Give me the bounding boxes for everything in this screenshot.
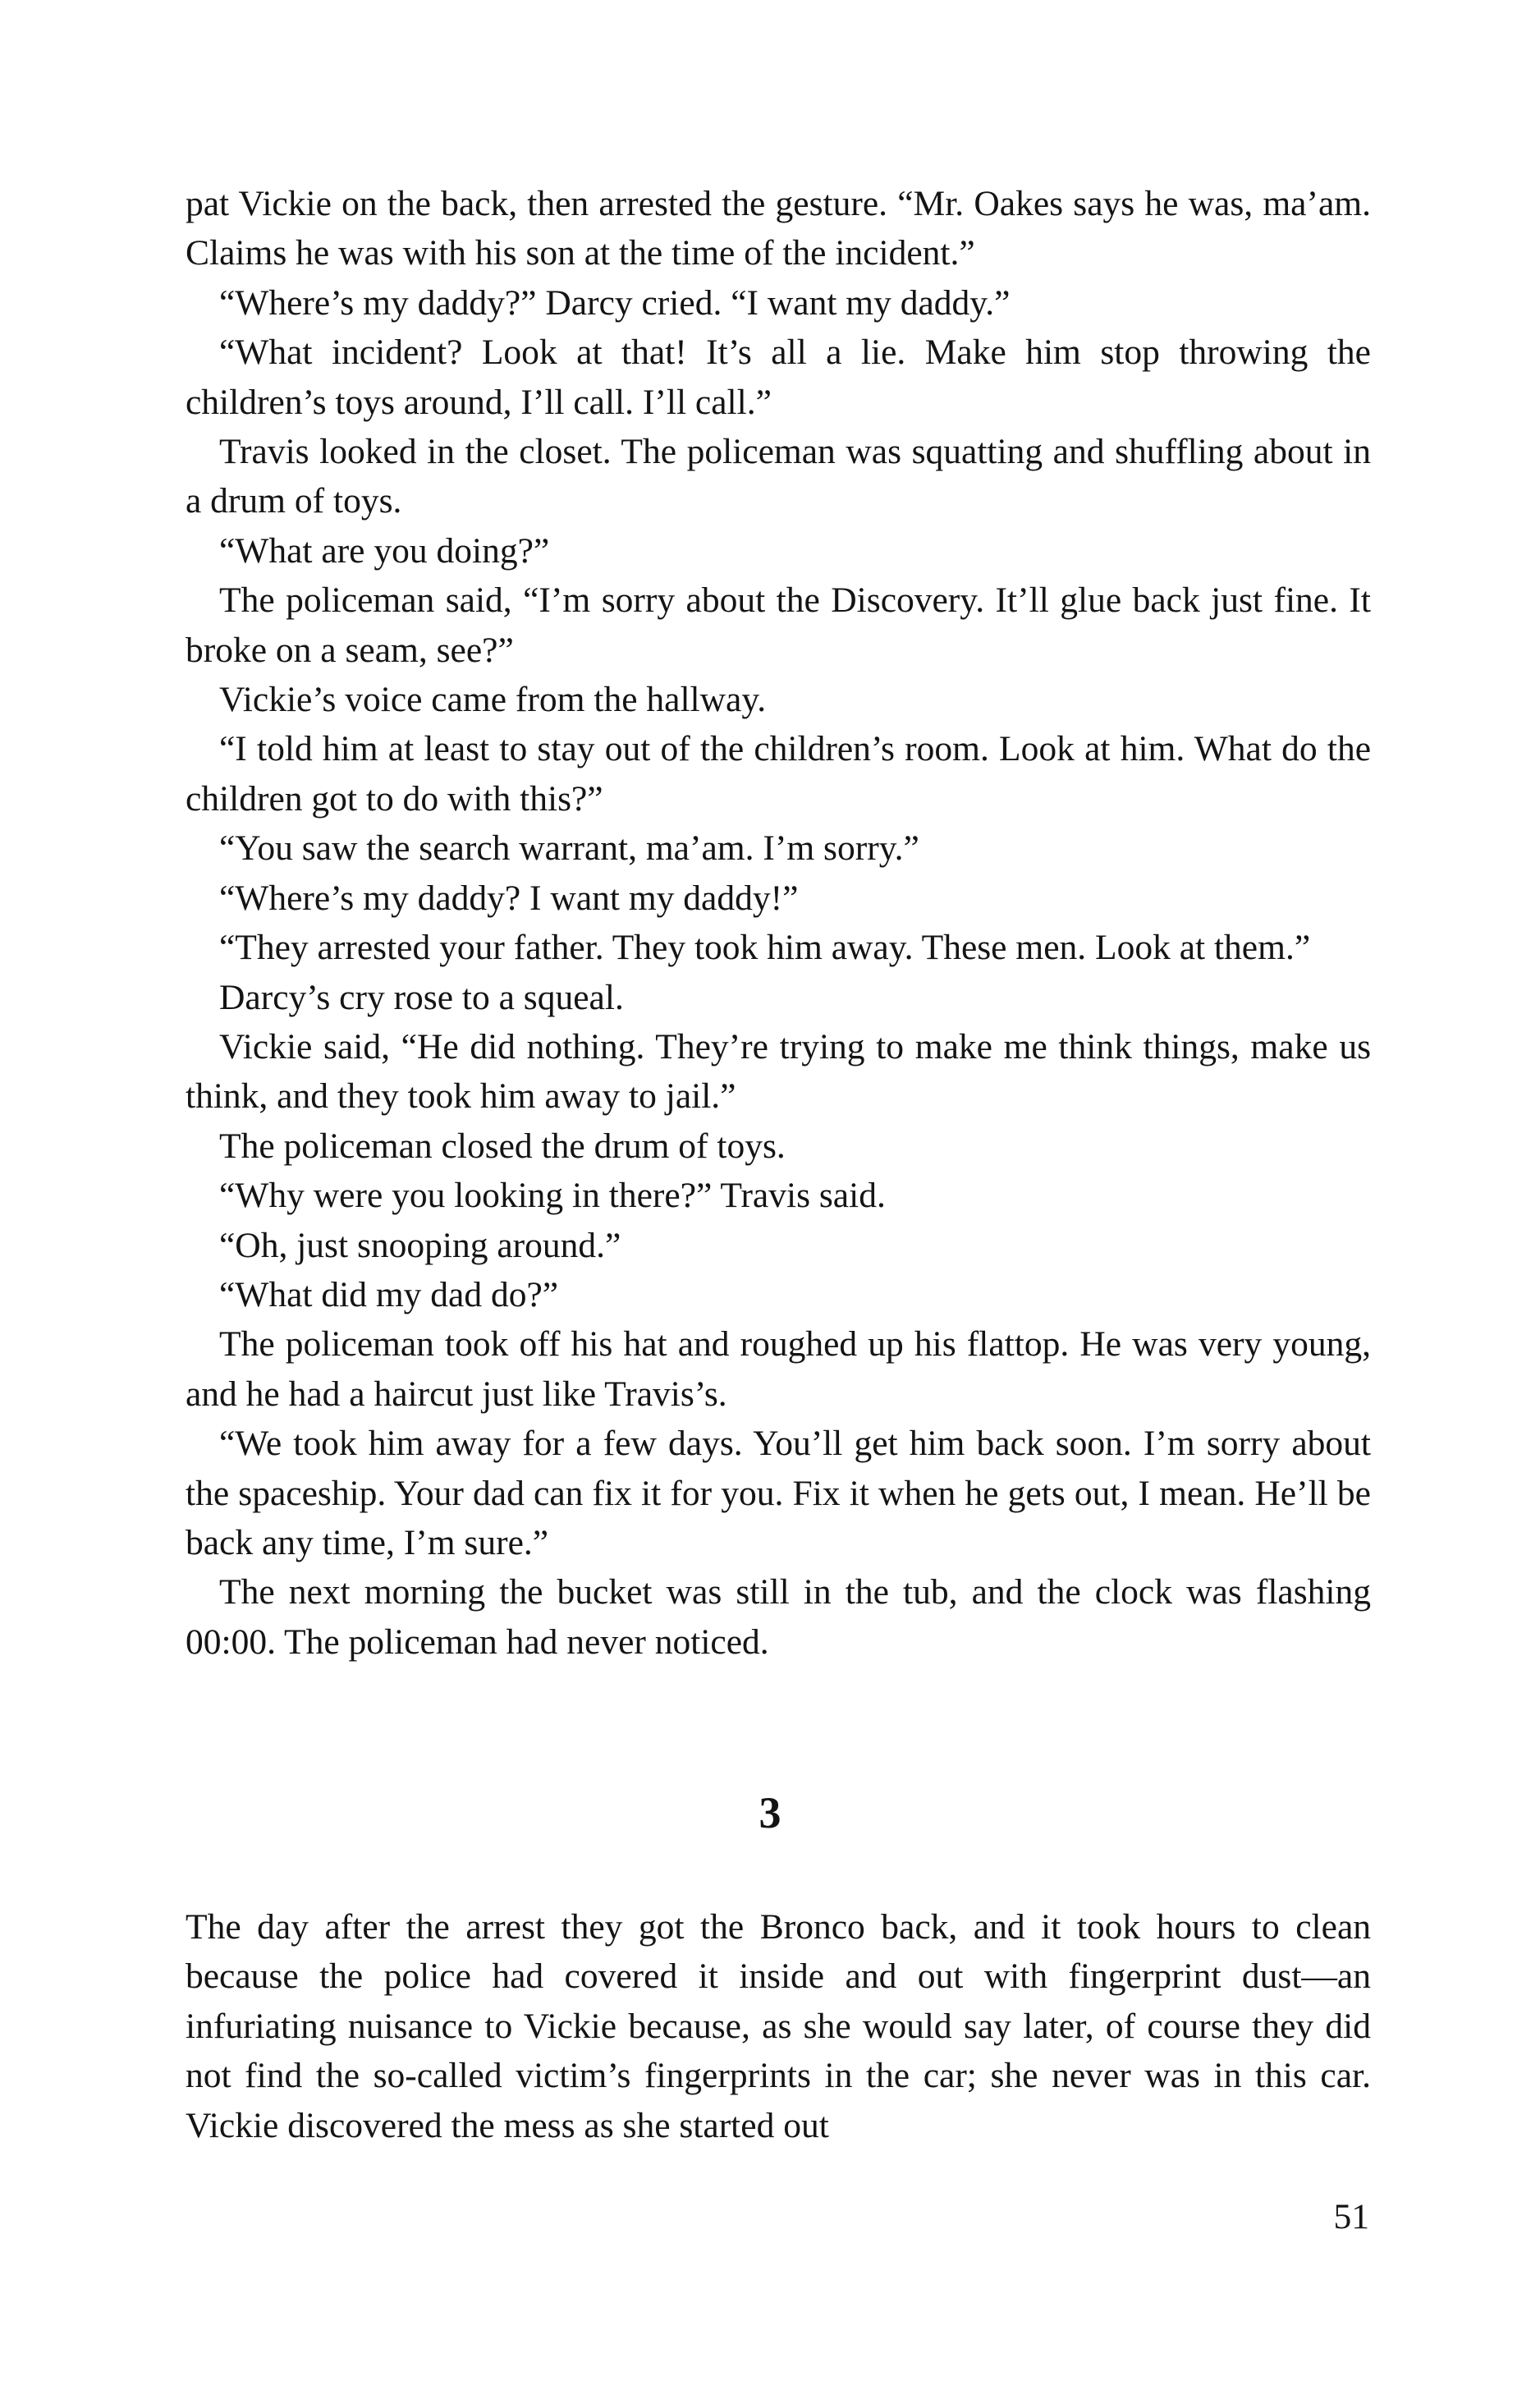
paragraph-continued: pat Vickie on the back, then arrested the gesture. “Mr. Oakes says he was, ma’am. Claims he was with his son at the time of the incident.” — [186, 184, 1371, 273]
paragraph: “Where’s my daddy? I want my daddy!” — [219, 878, 799, 918]
paragraph: “Oh, just snooping around.” — [219, 1225, 621, 1265]
paragraph: The policeman closed the drum of toys. — [219, 1126, 786, 1166]
paragraph: “They arrested your father. They took him away. These men. Look at them.” — [219, 928, 1311, 968]
text-block-lower — [186, 1902, 1371, 2150]
paragraph: Darcy’s cry rose to a squeal. — [219, 977, 624, 1017]
paragraph: “What are you doing?” — [219, 530, 550, 571]
paragraph: “Where’s my daddy?” Darcy cried. “I want my daddy.” — [219, 282, 1011, 323]
paragraph: “Why were you looking in there?” Travis said. — [219, 1176, 886, 1216]
paragraph: Vickie said, “He did nothing. They’re trying to make me think things, make us think, and they took him away to jail.” — [186, 1026, 1371, 1117]
paragraph: Travis looked in the closet. The policeman was squatting and shuffling about in a drum of toys. — [186, 432, 1371, 521]
paragraph: “You saw the search warrant, ma’am. I’m sorry.” — [219, 828, 919, 869]
text-block-upper — [186, 179, 1371, 1667]
paragraph: “What did my dad do?” — [219, 1274, 559, 1314]
paragraph: “What incident? Look at that! It’s all a lie. Make him stop throwing the children’s toys around, I’ll call. I’ll call.” — [186, 333, 1371, 422]
paragraph: Vickie’s voice came from the hallway. — [219, 680, 767, 720]
paragraph: The policeman said, “I’m sorry about the Discovery. It’ll glue back just fine. It broke on a seam, see?” — [186, 580, 1371, 670]
paragraph: “We took him away for a few days. You’ll get him back soon. I’m sorry about the spaceship. Your dad can fix it for you. Fix it when he gets out, I mean. He’ll be back any time, I’m sure.” — [186, 1424, 1371, 1562]
paragraph: “I told him at least to stay out of the children’s room. Look at him. What do the children got to do with this?” — [186, 729, 1371, 819]
chapter-number: 3 — [759, 1788, 781, 1837]
chapter-opening-paragraph: The day after the arrest they got the Bronco back, and it took hours to clean because the police had covered it inside and out with fingerprint dust—an infuriating nuisance to Vickie because, as she would say later, of course they did not find the so-called victim’s fingerprints in the car; she never was in this car. Vickie discovered the mess as she started out — [186, 1907, 1371, 2145]
paragraph: The policeman took off his hat and roughed up his flattop. He was very young, and he had a haircut just like Travis’s. — [186, 1324, 1371, 1414]
page-number: 51 — [1333, 2197, 1369, 2236]
paragraph: The next morning the bucket was still in the tub, and the clock was flashing 00:00. The policeman had never noticed. — [186, 1572, 1371, 1662]
